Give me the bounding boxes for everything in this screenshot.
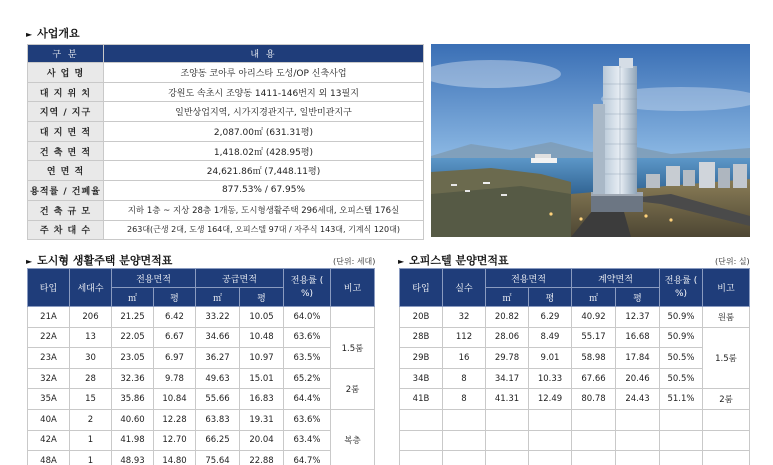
cell-exclusive-sqm: 22.05 (112, 327, 154, 348)
header-count: 실수 (443, 269, 486, 307)
header-note: 비고 (703, 269, 750, 307)
cell-ratio: 65.2% (284, 368, 331, 389)
cell-type: 21A (28, 307, 70, 328)
cell-count: 15 (70, 389, 112, 410)
cell-count: 16 (443, 348, 486, 369)
cell-supply-pyeong: 19.31 (240, 409, 284, 430)
row-value: 1,418.02㎡ (428.95평) (104, 141, 424, 161)
cell-ratio: 51.1% (660, 389, 703, 410)
cell-type: 32A (28, 368, 70, 389)
cell-contract-sqm: 67.66 (572, 368, 616, 389)
overview-header-category: 구 분 (28, 45, 104, 63)
cell-exclusive-sqm: 23.05 (112, 348, 154, 369)
row-label: 주 차 대 수 (28, 220, 104, 240)
cell-ratio: 63.5% (284, 348, 331, 369)
header-contract-area: 계약면적 (572, 269, 660, 288)
table-row (28, 82, 424, 102)
cell-type: 29B (400, 348, 443, 369)
row-label: 사 업 명 (28, 63, 104, 83)
cell-ratio: 63.4% (284, 430, 331, 451)
cell-type: 22A (28, 327, 70, 348)
header-type: 타입 (400, 269, 443, 307)
header-note: 비고 (331, 269, 375, 307)
cell-note: 2룸 (331, 368, 375, 409)
cell-supply-pyeong: 10.97 (240, 348, 284, 369)
empty-cell (572, 451, 616, 465)
housing-unit-note: (단위: 세대) (333, 257, 376, 266)
empty-cell (660, 409, 703, 430)
cell-type: 28B (400, 327, 443, 348)
cell-exclusive-sqm: 29.78 (486, 348, 529, 369)
overview-header-content: 내 용 (104, 45, 424, 63)
cell-exclusive-pyeong: 14.80 (154, 451, 196, 465)
cell-exclusive-sqm: 48.93 (112, 451, 154, 465)
row-value: 877.53% / 67.95% (104, 181, 424, 201)
housing-area-table (27, 268, 375, 465)
triangle-bullet-icon: ► (26, 30, 33, 39)
cell-exclusive-pyeong: 6.97 (154, 348, 196, 369)
cell-type: 20B (400, 307, 443, 328)
empty-cell (703, 430, 750, 451)
empty-cell (486, 409, 529, 430)
cell-count: 30 (70, 348, 112, 369)
table-row (400, 368, 750, 389)
cell-count: 1 (70, 451, 112, 465)
cell-contract-sqm: 80.78 (572, 389, 616, 410)
row-value: 조양동 코아루 아리스타 도성/OP 신축사업 (104, 63, 424, 83)
cell-ratio: 50.5% (660, 348, 703, 369)
cell-count: 8 (443, 368, 486, 389)
cell-contract-pyeong: 20.46 (616, 368, 660, 389)
header-pyeong: 평 (154, 288, 196, 307)
cell-exclusive-sqm: 40.60 (112, 409, 154, 430)
cell-supply-sqm: 34.66 (196, 327, 240, 348)
overview-table (27, 44, 424, 240)
table-row (28, 141, 424, 161)
table-row (28, 327, 375, 348)
cell-ratio: 64.7% (284, 451, 331, 465)
officetel-title-text: 오피스텔 분양면적표 (409, 254, 509, 267)
row-label: 연 면 적 (28, 161, 104, 181)
table-row (28, 220, 424, 240)
table-row (28, 63, 424, 83)
row-label: 지역 / 지구 (28, 102, 104, 122)
cell-exclusive-pyeong: 6.42 (154, 307, 196, 328)
row-label: 대 지 위 치 (28, 82, 104, 102)
header-pyeong: 평 (529, 288, 572, 307)
cell-exclusive-pyeong: 12.28 (154, 409, 196, 430)
table-row (28, 200, 424, 220)
cell-supply-sqm: 75.64 (196, 451, 240, 465)
cell-supply-pyeong: 10.48 (240, 327, 284, 348)
cell-count: 112 (443, 327, 486, 348)
cell-contract-pyeong: 24.43 (616, 389, 660, 410)
triangle-bullet-icon: ► (26, 257, 33, 266)
table-row (28, 102, 424, 122)
cell-exclusive-pyeong: 12.70 (154, 430, 196, 451)
row-value: 24,621.86㎡ (7,448.11평) (104, 161, 424, 181)
header-ratio: 전용률 ( %) (284, 269, 331, 307)
cell-contract-sqm: 55.17 (572, 327, 616, 348)
row-value: 강원도 속초시 조양동 1411-146번지 외 13필지 (104, 82, 424, 102)
overview-title-text: 사업개요 (37, 27, 80, 40)
cell-note: 원룸 (703, 307, 750, 328)
empty-cell (616, 430, 660, 451)
table-row (28, 181, 424, 201)
cell-type: 41B (400, 389, 443, 410)
cell-note: 복층 (331, 409, 375, 465)
cell-exclusive-pyeong: 6.67 (154, 327, 196, 348)
header-type: 타입 (28, 269, 70, 307)
header-sqm: ㎡ (196, 288, 240, 307)
building-rendering-image (431, 44, 750, 237)
header-count: 세대수 (70, 269, 112, 307)
cell-exclusive-pyeong: 9.01 (529, 348, 572, 369)
cell-count: 2 (70, 409, 112, 430)
empty-cell (660, 430, 703, 451)
row-label: 건 축 규 모 (28, 200, 104, 220)
cell-type: 48A (28, 451, 70, 465)
cell-supply-sqm: 36.27 (196, 348, 240, 369)
empty-cell (400, 430, 443, 451)
table-row (28, 307, 375, 328)
cell-exclusive-sqm: 41.31 (486, 389, 529, 410)
cell-contract-pyeong: 16.68 (616, 327, 660, 348)
cell-exclusive-sqm: 21.25 (112, 307, 154, 328)
table-row (28, 348, 375, 369)
cell-ratio: 64.0% (284, 307, 331, 328)
cell-supply-pyeong: 22.88 (240, 451, 284, 465)
row-value: 2,087.00㎡ (631.31평) (104, 122, 424, 142)
cell-type: 34B (400, 368, 443, 389)
table-row (400, 409, 750, 430)
empty-cell (572, 430, 616, 451)
cell-note: 2룸 (703, 389, 750, 410)
cell-supply-sqm: 66.25 (196, 430, 240, 451)
cell-exclusive-pyeong: 12.49 (529, 389, 572, 410)
cell-ratio: 64.4% (284, 389, 331, 410)
empty-cell (529, 409, 572, 430)
header-ratio: 전용률 ( %) (660, 269, 703, 307)
cell-count: 13 (70, 327, 112, 348)
cell-note (331, 307, 375, 328)
cell-supply-pyeong: 10.05 (240, 307, 284, 328)
cell-contract-sqm: 40.92 (572, 307, 616, 328)
table-row (400, 430, 750, 451)
cell-exclusive-pyeong: 10.84 (154, 389, 196, 410)
cell-note: 1.5룸 (331, 327, 375, 368)
empty-cell (529, 451, 572, 465)
empty-cell (572, 409, 616, 430)
header-sqm: ㎡ (486, 288, 529, 307)
housing-title-text: 도시형 생활주택 분양면적표 (37, 254, 173, 267)
cell-contract-pyeong: 12.37 (616, 307, 660, 328)
cell-exclusive-sqm: 20.82 (486, 307, 529, 328)
cell-exclusive-pyeong: 9.78 (154, 368, 196, 389)
table-row (28, 161, 424, 181)
table-row (28, 451, 375, 465)
cell-type: 35A (28, 389, 70, 410)
table-row (28, 430, 375, 451)
header-sqm: ㎡ (572, 288, 616, 307)
cell-contract-sqm: 58.98 (572, 348, 616, 369)
cell-ratio: 50.5% (660, 368, 703, 389)
cell-supply-pyeong: 20.04 (240, 430, 284, 451)
empty-cell (486, 451, 529, 465)
header-exclusive-area: 전용면적 (112, 269, 196, 288)
cell-count: 8 (443, 389, 486, 410)
row-value: 지하 1층 ~ 지상 28층 1개동, 도시형생활주택 296세대, 오피스텔 176실 (104, 200, 424, 220)
header-exclusive-area: 전용면적 (486, 269, 572, 288)
header-pyeong: 평 (616, 288, 660, 307)
empty-cell (400, 451, 443, 465)
header-supply-area: 공급면적 (196, 269, 284, 288)
empty-cell (616, 409, 660, 430)
table-row (28, 389, 375, 410)
row-label: 건 축 면 적 (28, 141, 104, 161)
row-label: 용적률 / 건폐율 (28, 181, 104, 201)
empty-cell (529, 430, 572, 451)
empty-cell (400, 409, 443, 430)
housing-table-title (26, 252, 172, 268)
cell-supply-sqm: 63.83 (196, 409, 240, 430)
empty-cell (703, 409, 750, 430)
row-value: 263대(근생 2대, 도생 164대, 오피스텔 97대 / 자주식 143대, 기계식 120대) (104, 220, 424, 240)
cell-exclusive-sqm: 41.98 (112, 430, 154, 451)
cell-ratio: 63.6% (284, 409, 331, 430)
cell-count: 1 (70, 430, 112, 451)
cell-supply-sqm: 55.66 (196, 389, 240, 410)
cell-supply-sqm: 49.63 (196, 368, 240, 389)
cell-exclusive-sqm: 28.06 (486, 327, 529, 348)
cell-supply-pyeong: 16.83 (240, 389, 284, 410)
cell-count: 206 (70, 307, 112, 328)
cell-exclusive-pyeong: 6.29 (529, 307, 572, 328)
cell-exclusive-sqm: 35.86 (112, 389, 154, 410)
cell-type: 42A (28, 430, 70, 451)
table-row (28, 368, 375, 389)
table-row (400, 348, 750, 369)
cell-count: 32 (443, 307, 486, 328)
cell-note: 1.5룸 (703, 327, 750, 389)
header-sqm: ㎡ (112, 288, 154, 307)
table-row (28, 122, 424, 142)
empty-cell (443, 451, 486, 465)
cell-exclusive-sqm: 32.36 (112, 368, 154, 389)
cell-supply-pyeong: 15.01 (240, 368, 284, 389)
officetel-area-table (399, 268, 750, 465)
empty-cell (443, 430, 486, 451)
cell-count: 28 (70, 368, 112, 389)
cell-exclusive-pyeong: 8.49 (529, 327, 572, 348)
cell-ratio: 50.9% (660, 307, 703, 328)
overview-title (26, 25, 80, 41)
cell-supply-sqm: 33.22 (196, 307, 240, 328)
table-row (400, 307, 750, 328)
cell-exclusive-pyeong: 10.33 (529, 368, 572, 389)
officetel-table-title (398, 252, 509, 268)
table-row (400, 389, 750, 410)
empty-cell (486, 430, 529, 451)
empty-cell (660, 451, 703, 465)
cell-exclusive-sqm: 34.17 (486, 368, 529, 389)
empty-cell (443, 409, 486, 430)
triangle-bullet-icon: ► (398, 257, 405, 266)
table-row (400, 327, 750, 348)
cell-ratio: 63.6% (284, 327, 331, 348)
header-pyeong: 평 (240, 288, 284, 307)
row-value: 일반상업지역, 시가지경관지구, 일반미관지구 (104, 102, 424, 122)
row-label: 대 지 면 적 (28, 122, 104, 142)
cell-type: 40A (28, 409, 70, 430)
empty-cell (703, 451, 750, 465)
empty-cell (616, 451, 660, 465)
cell-ratio: 50.9% (660, 327, 703, 348)
table-row (28, 409, 375, 430)
table-row (400, 451, 750, 465)
officetel-unit-note: (단위: 실) (715, 257, 750, 266)
cell-type: 23A (28, 348, 70, 369)
cell-contract-pyeong: 17.84 (616, 348, 660, 369)
